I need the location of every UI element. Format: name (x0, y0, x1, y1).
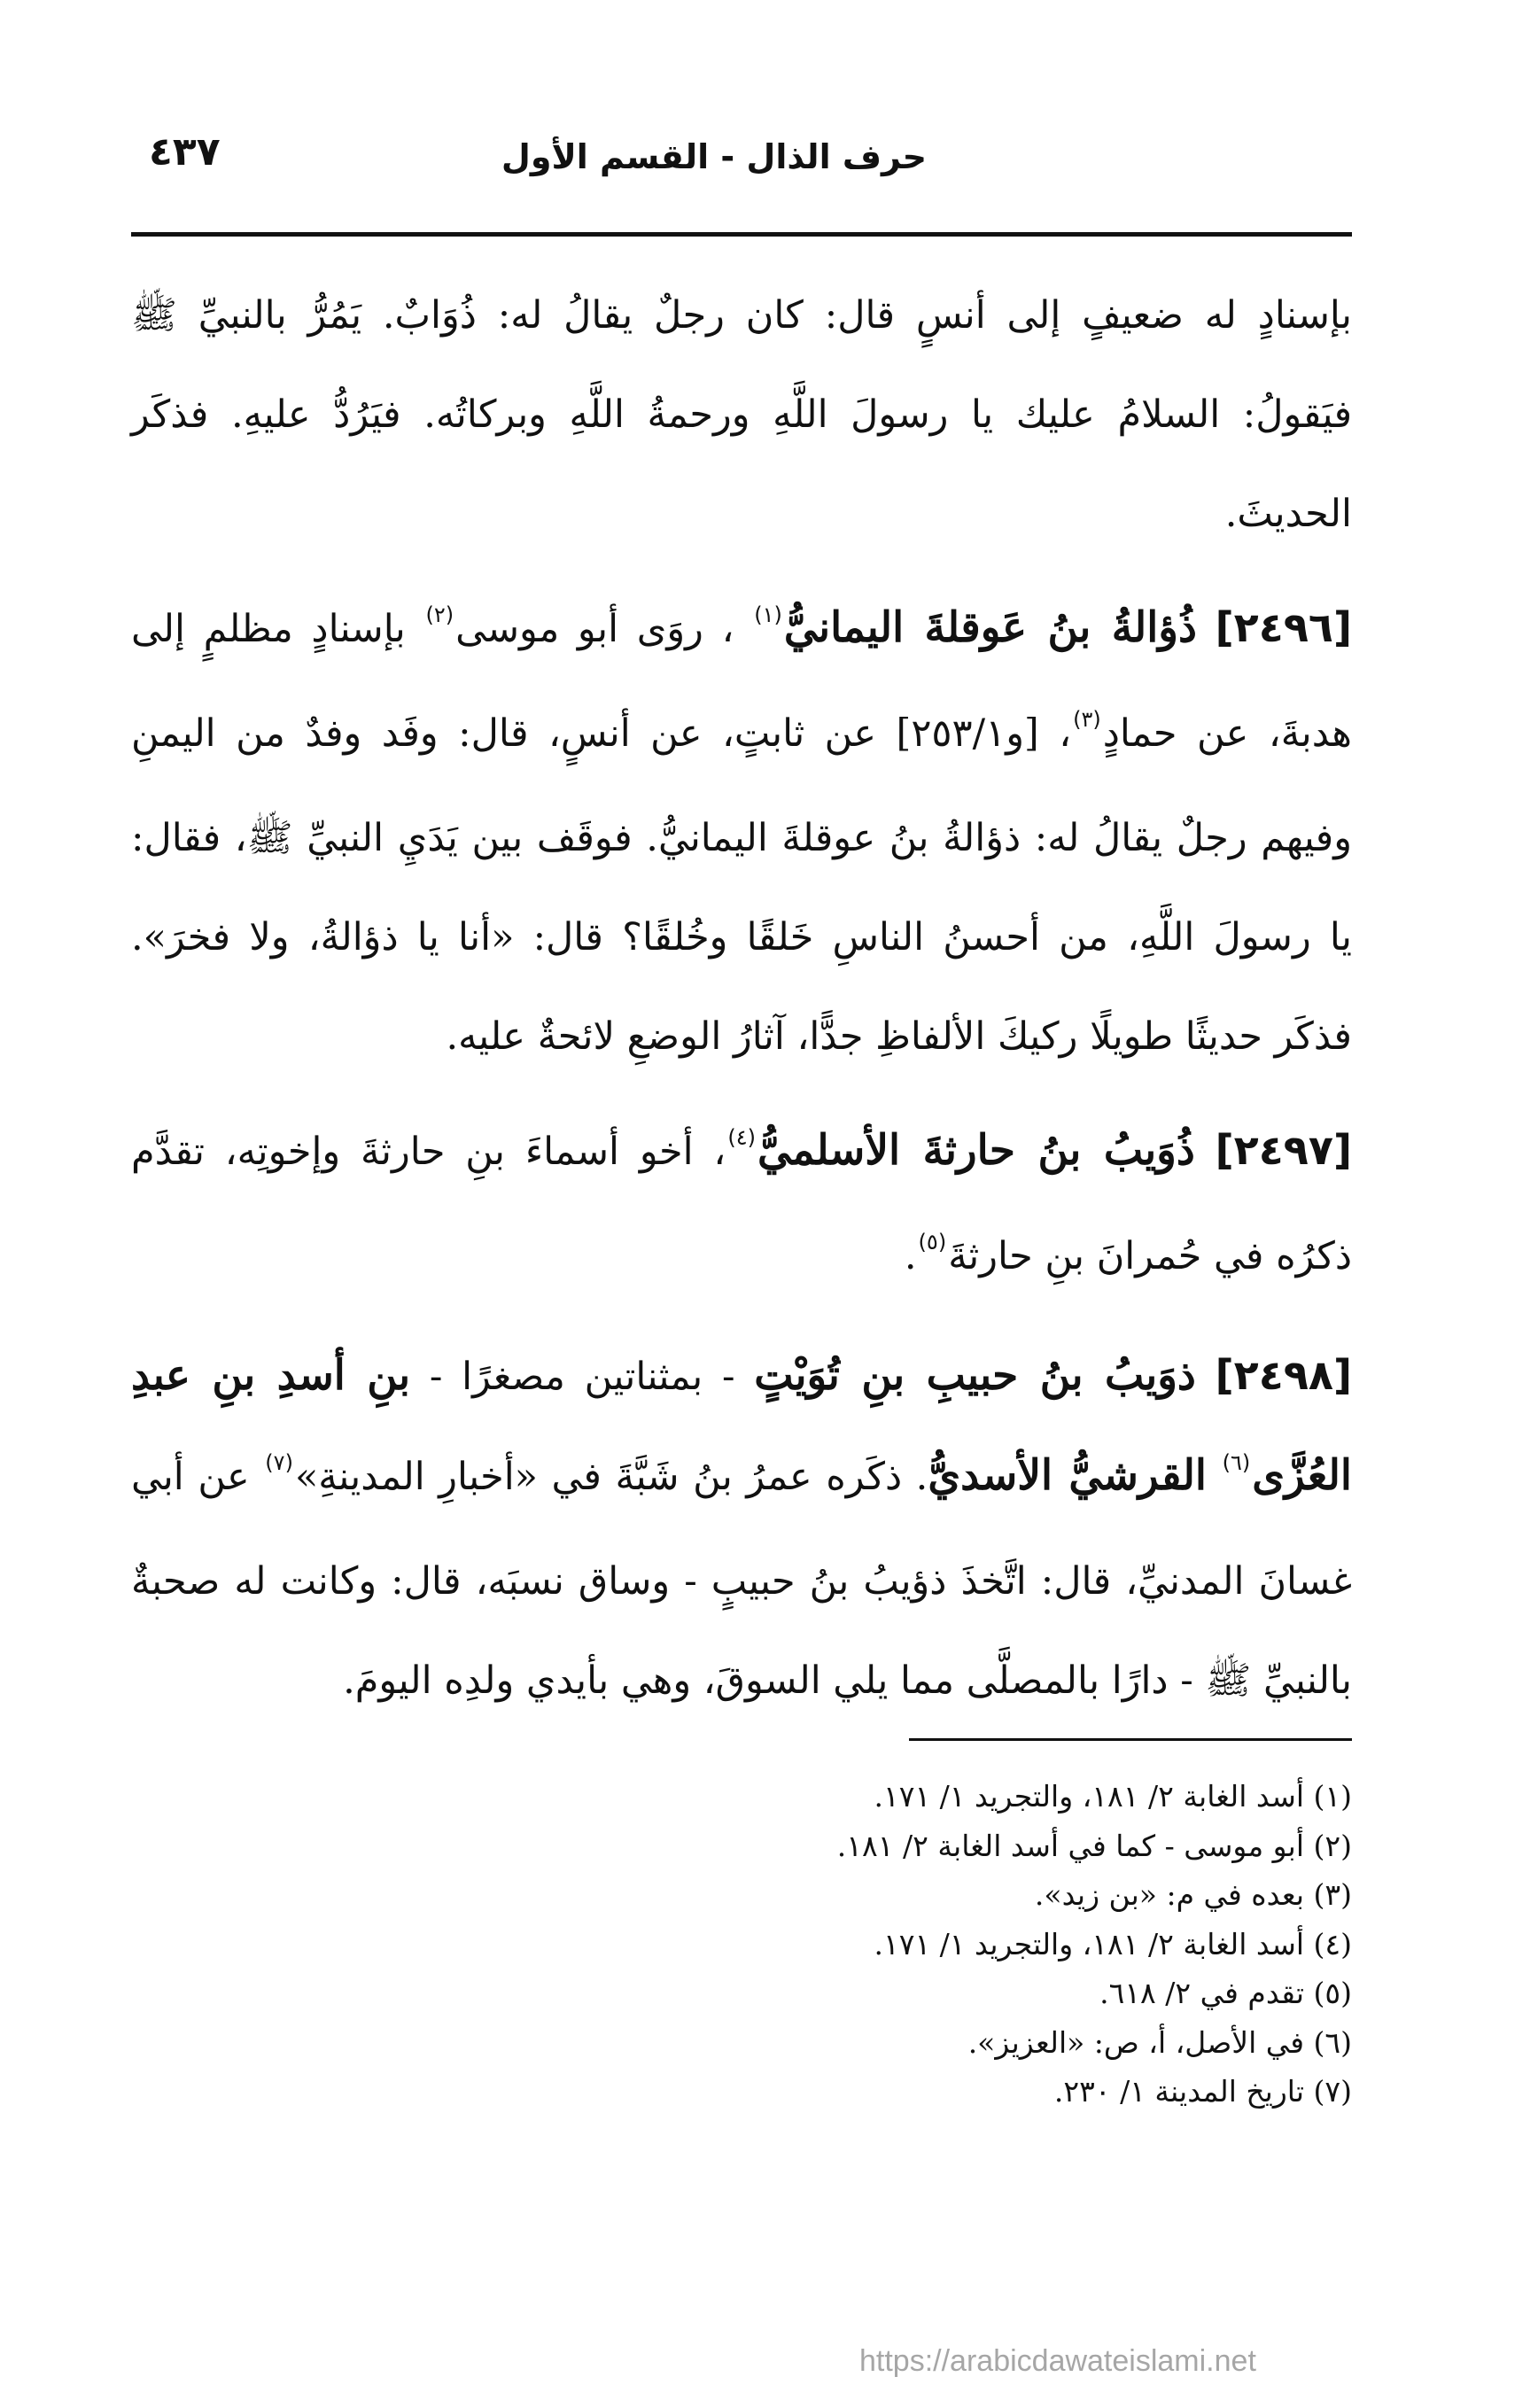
footnotes (131, 1772, 1352, 2117)
entry-name: ذُوَيبُ بنُ حارثةَ الأسلميُّ (757, 1126, 1195, 1175)
entry-2497 (131, 1100, 1352, 1311)
entry-2498 (131, 1325, 1352, 1730)
footnote: (٤) أسد الغابة ٢/ ١٨١، والتجريد ١/ ١٧١. (874, 1926, 1352, 1961)
main-text (131, 266, 1352, 1730)
footnote-ref: (٦) (1222, 1450, 1251, 1475)
entry-text: . (904, 1234, 917, 1278)
footnote: (٥) تقدم في ٢/ ٦١٨. (1099, 1976, 1352, 2010)
header-rule (131, 232, 1352, 237)
entry-text: ، [و٢٥٣/١] عن ثابتٍ، عن أنسٍ، قال: وفَد وفدٌ من اليمنِ وفيهم رجلٌ يقالُ له: ذؤالةُ بنُ عوقلةَ اليمانيُّ. فوقَف بين يَدَيِ النبيِّ ﷺ، فقال: يا رسولَ اللَّهِ، من أحسنُ الناسِ خَلقًا وخُلقًا؟ قال: «أنا يا ذؤالةُ، ولا فخرَ». فذكَر حديثًا طويلًا ركيكَ الألفاظِ جدًّا، آثارُ الوضعِ لائحةٌ عليه. (131, 711, 1352, 1059)
footnote-ref: (٤) (727, 1125, 756, 1150)
footnote-ref: (٢) (425, 602, 454, 627)
entry-name: ذُؤالةُ بنُ عَوقلةَ اليمانيُّ (783, 603, 1197, 652)
footnote: (٧) تاريخ المدينة ١/ ٢٣٠. (1053, 2074, 1352, 2109)
footnote: (١) أسد الغابة ٢/ ١٨١، والتجريد ١/ ١٧١. (874, 1779, 1352, 1814)
footnote-ref: (١) (754, 602, 782, 627)
entry-name: ذوَيبُ بنُ حبيبِ بنِ تُوَيْتٍ (754, 1351, 1196, 1400)
paragraph-continuation: بإسنادٍ له ضعيفٍ إلى أنسٍ قال: كان رجلٌ يقالُ له: ذُوَابٌ. يَمُرُّ بالنبيِّ ﷺ فيَقولُ: السلامُ عليك يا رسولَ اللَّهِ ورحمةُ اللَّهِ وبركاتُه. فيَرُدُّ عليهِ. فذكَر الحديثَ. (131, 293, 1352, 536)
footnote-ref: (٥) (918, 1230, 947, 1254)
footnote-ref: (٣) (1073, 707, 1101, 732)
entry-text: ، أخو أسماءَ بنِ حارثةَ وإخوتِه، تقدَّم ذكرُه في حُمرانَ بنِ حارثةَ (131, 1130, 1352, 1278)
entry-name-lineage: بنِ أسدِ بنِ عبدِ العُزَّى (131, 1351, 1352, 1500)
page-number: ٤٣٧ (149, 129, 221, 175)
footnote-ref: (٧) (265, 1450, 293, 1475)
footnote: (٣) بعده في م: «بن زيد». (1034, 1877, 1352, 1912)
entry-text: - بمثناتين مصغرًا - (429, 1355, 735, 1399)
entry-text: بإسنادٍ مظلمٍ إلى هدبةَ، عن حمادٍ (131, 607, 1352, 756)
entry-nisba: القرشيُّ الأسديُّ (928, 1451, 1207, 1500)
entry-number: [٢٤٩٨] (1215, 1351, 1353, 1399)
footnote-rule (909, 1738, 1352, 1741)
running-header-title: حرف الذال - القسم الأول (501, 137, 927, 176)
entry-text: ، روَى أبو موسى (455, 607, 734, 651)
footnote: (٦) في الأصل، أ، ص: «العزيز». (967, 2024, 1352, 2060)
watermark-url: https://arabicdawateislami.net (859, 2344, 1256, 2378)
entry-number: [٢٤٩٧] (1215, 1126, 1352, 1174)
entry-text: عن أبي غسانَ المدنيِّ، قال: اتَّخذَ ذؤيبُ بنُ حبيبٍ - وساق نسبَه، قال: وكانت له صحبةٌ بالنبيِّ ﷺ - دارًا بالمصلَّى مما يلي السوقَ، وهي بأيدي ولدِه اليومَ. (131, 1455, 1352, 1703)
entry-2496 (131, 578, 1352, 1086)
entry-number: [٢٤٩٦] (1215, 603, 1353, 651)
entry-text: . ذكَره عمرُ بنُ شَبَّةَ في «أخبارِ المدينةِ» (294, 1455, 928, 1499)
footnote: (٢) أبو موسى - كما في أسد الغابة ٢/ ١٨١. (836, 1828, 1352, 1863)
